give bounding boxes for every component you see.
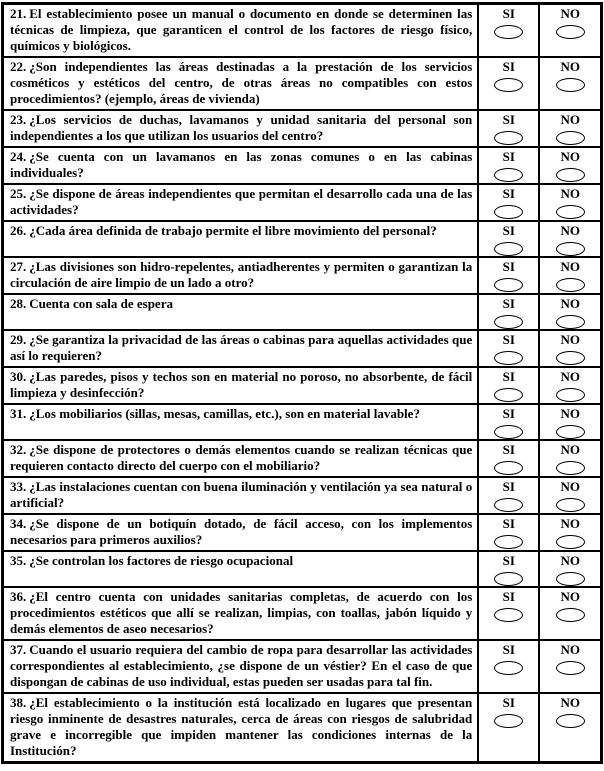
question-number: 23. bbox=[10, 112, 27, 127]
no-checkbox[interactable] bbox=[556, 278, 585, 292]
question-text: ¿El centro cuenta con unidades sanitarias completas, de acuerdo con los procedimientos estéticos que allí se realizan, limpias, con toallas, jabón líquido y demás elementos de aseo necesarios? bbox=[10, 589, 473, 636]
si-checkbox[interactable] bbox=[494, 425, 523, 439]
si-cell bbox=[478, 221, 539, 257]
question-cell bbox=[3, 184, 479, 221]
table-row bbox=[3, 367, 602, 404]
si-label: SI bbox=[502, 442, 515, 457]
no-label: NO bbox=[560, 589, 580, 604]
si-checkbox[interactable] bbox=[494, 714, 523, 728]
table-row bbox=[3, 221, 602, 257]
si-cell bbox=[478, 477, 539, 514]
si-label: SI bbox=[502, 296, 515, 311]
question-text: ¿Los servicios de duchas, lavamanos y unidad sanitaria del personal son independientes a los que utilizan los usuarios del centro? bbox=[10, 112, 473, 143]
question-text: ¿El establecimiento o la institución está localizado en lugares que presentan riesgo inminente de desastres naturales, cerca de áreas con riesgos de salubridad grave e incorregible que impiden mantener las condiciones internas de la Institución? bbox=[10, 695, 473, 758]
question-number: 24. bbox=[10, 149, 27, 164]
si-label: SI bbox=[502, 406, 515, 421]
no-checkbox[interactable] bbox=[556, 168, 585, 182]
question-cell bbox=[3, 551, 479, 587]
no-cell bbox=[539, 110, 601, 147]
si-cell bbox=[478, 147, 539, 184]
si-cell bbox=[478, 404, 539, 440]
no-label: NO bbox=[560, 332, 580, 347]
si-cell bbox=[478, 330, 539, 367]
checklist-body bbox=[3, 4, 602, 763]
question-number: 36. bbox=[10, 589, 27, 604]
si-cell bbox=[478, 640, 539, 693]
question-text: ¿Se dispone de protectores o demás elementos cuando se realizan técnicas que requieren contacto directo del cuerpo con el mobiliario? bbox=[10, 442, 473, 473]
question-number: 32. bbox=[10, 442, 27, 457]
no-cell bbox=[539, 693, 601, 763]
question-cell bbox=[3, 514, 479, 551]
question-cell bbox=[3, 294, 479, 330]
no-checkbox[interactable] bbox=[556, 498, 585, 512]
no-cell bbox=[539, 404, 601, 440]
si-label: SI bbox=[502, 149, 515, 164]
table-row bbox=[3, 477, 602, 514]
question-cell bbox=[3, 477, 479, 514]
si-cell bbox=[478, 110, 539, 147]
si-cell bbox=[478, 294, 539, 330]
si-cell bbox=[478, 367, 539, 404]
question-cell bbox=[3, 330, 479, 367]
question-text: ¿Son independientes las áreas destinadas a la prestación de los servicios cosméticos y estéticos del centro, de otras áreas no compatibles con estos procedimientos? (ejemplo, áreas de vivienda) bbox=[10, 59, 473, 106]
si-label: SI bbox=[502, 6, 515, 21]
question-text: El establecimiento posee un manual o documento en donde se determinen las técnicas de limpieza, que garanticen el control de los factores de riesgo físico, químicos y biológicos. bbox=[10, 6, 473, 53]
question-number: 33. bbox=[10, 479, 27, 494]
no-checkbox[interactable] bbox=[556, 608, 585, 622]
no-checkbox[interactable] bbox=[556, 425, 585, 439]
no-label: NO bbox=[560, 642, 580, 657]
question-text: ¿Cada área definida de trabajo permite el libre movimiento del personal? bbox=[29, 223, 437, 238]
no-cell bbox=[539, 294, 601, 330]
si-checkbox[interactable] bbox=[494, 168, 523, 182]
question-text: ¿Se cuenta con un lavamanos en las zonas comunes o en las cabinas individuales? bbox=[10, 149, 473, 180]
checklist-table bbox=[1, 2, 603, 764]
no-label: NO bbox=[560, 112, 580, 127]
question-text: ¿Se dispone de áreas independientes que permitan el desarrollo cada una de las actividades? bbox=[10, 186, 473, 217]
question-number: 29. bbox=[10, 332, 27, 347]
no-checkbox[interactable] bbox=[556, 205, 585, 219]
si-label: SI bbox=[502, 479, 515, 494]
question-number: 37. bbox=[10, 642, 27, 657]
table-row bbox=[3, 330, 602, 367]
no-cell bbox=[539, 330, 601, 367]
no-checkbox[interactable] bbox=[556, 535, 585, 549]
no-label: NO bbox=[560, 553, 580, 568]
table-row bbox=[3, 440, 602, 477]
si-label: SI bbox=[502, 642, 515, 657]
no-label: NO bbox=[560, 186, 580, 201]
si-cell bbox=[478, 57, 539, 110]
no-checkbox[interactable] bbox=[556, 572, 585, 586]
question-text: ¿Se garantiza la privacidad de las áreas o cabinas para aquellas actividades que así lo requieren? bbox=[10, 332, 473, 363]
no-checkbox[interactable] bbox=[556, 388, 585, 402]
si-cell bbox=[478, 4, 539, 58]
question-cell bbox=[3, 367, 479, 404]
si-checkbox[interactable] bbox=[494, 78, 523, 92]
table-row bbox=[3, 57, 602, 110]
no-cell bbox=[539, 551, 601, 587]
question-cell bbox=[3, 57, 479, 110]
no-cell bbox=[539, 367, 601, 404]
question-number: 31. bbox=[10, 406, 27, 421]
no-cell bbox=[539, 184, 601, 221]
question-text: ¿Las paredes, pisos y techos son en material no poroso, no absorbente, de fácil limpieza y desinfección? bbox=[10, 369, 473, 400]
no-checkbox[interactable] bbox=[556, 25, 585, 39]
no-label: NO bbox=[560, 695, 580, 710]
si-label: SI bbox=[502, 59, 515, 74]
question-cell bbox=[3, 693, 479, 763]
table-row bbox=[3, 4, 602, 58]
no-label: NO bbox=[560, 259, 580, 274]
table-row bbox=[3, 693, 602, 763]
no-cell bbox=[539, 57, 601, 110]
question-text: ¿Los mobiliarios (sillas, mesas, camillas, etc.), son en material lavable? bbox=[29, 406, 420, 421]
table-row bbox=[3, 147, 602, 184]
si-label: SI bbox=[502, 589, 515, 604]
no-cell bbox=[539, 4, 601, 58]
no-label: NO bbox=[560, 6, 580, 21]
si-label: SI bbox=[502, 369, 515, 384]
no-cell bbox=[539, 147, 601, 184]
no-checkbox[interactable] bbox=[556, 78, 585, 92]
no-checkbox[interactable] bbox=[556, 131, 585, 145]
table-row bbox=[3, 184, 602, 221]
question-cell bbox=[3, 257, 479, 294]
table-row bbox=[3, 257, 602, 294]
no-checkbox[interactable] bbox=[556, 714, 585, 728]
si-checkbox[interactable] bbox=[494, 498, 523, 512]
no-label: NO bbox=[560, 296, 580, 311]
no-label: NO bbox=[560, 442, 580, 457]
no-checkbox[interactable] bbox=[556, 351, 585, 365]
question-cell bbox=[3, 640, 479, 693]
si-checkbox[interactable] bbox=[494, 572, 523, 586]
no-label: NO bbox=[560, 479, 580, 494]
si-checkbox[interactable] bbox=[494, 315, 523, 329]
question-text: Cuenta con sala de espera bbox=[29, 296, 173, 311]
question-text: ¿Se dispone de un botiquín dotado, de fácil acceso, con los implementos necesarios para primeros auxilios? bbox=[10, 516, 473, 547]
si-label: SI bbox=[502, 553, 515, 568]
si-cell bbox=[478, 184, 539, 221]
no-cell bbox=[539, 640, 601, 693]
si-label: SI bbox=[502, 112, 515, 127]
si-cell bbox=[478, 514, 539, 551]
no-cell bbox=[539, 477, 601, 514]
si-cell bbox=[478, 693, 539, 763]
si-cell bbox=[478, 551, 539, 587]
si-checkbox[interactable] bbox=[494, 242, 523, 256]
question-cell bbox=[3, 440, 479, 477]
si-checkbox[interactable] bbox=[494, 205, 523, 219]
si-checkbox[interactable] bbox=[494, 461, 523, 475]
no-label: NO bbox=[560, 369, 580, 384]
si-cell bbox=[478, 440, 539, 477]
question-number: 25. bbox=[10, 186, 27, 201]
si-label: SI bbox=[502, 516, 515, 531]
table-row bbox=[3, 551, 602, 587]
table-row bbox=[3, 587, 602, 640]
no-label: NO bbox=[560, 59, 580, 74]
no-label: NO bbox=[560, 406, 580, 421]
no-checkbox[interactable] bbox=[556, 242, 585, 256]
question-number: 34. bbox=[10, 516, 27, 531]
question-number: 27. bbox=[10, 259, 27, 274]
si-checkbox[interactable] bbox=[494, 661, 523, 675]
si-checkbox[interactable] bbox=[494, 535, 523, 549]
si-label: SI bbox=[502, 695, 515, 710]
no-cell bbox=[539, 257, 601, 294]
question-number: 22. bbox=[10, 59, 27, 74]
table-row bbox=[3, 110, 602, 147]
si-label: SI bbox=[502, 332, 515, 347]
si-checkbox[interactable] bbox=[494, 351, 523, 365]
si-checkbox[interactable] bbox=[494, 131, 523, 145]
no-cell bbox=[539, 514, 601, 551]
no-cell bbox=[539, 440, 601, 477]
no-label: NO bbox=[560, 149, 580, 164]
question-text: ¿Las divisiones son hidro-repelentes, antiadherentes y permiten o garantizan la circulación de aire limpio de un lado a otro? bbox=[10, 259, 473, 290]
question-cell bbox=[3, 4, 479, 58]
no-cell bbox=[539, 587, 601, 640]
si-checkbox[interactable] bbox=[494, 608, 523, 622]
question-cell bbox=[3, 587, 479, 640]
si-label: SI bbox=[502, 259, 515, 274]
table-row bbox=[3, 514, 602, 551]
si-label: SI bbox=[502, 186, 515, 201]
table-row bbox=[3, 404, 602, 440]
no-label: NO bbox=[560, 516, 580, 531]
question-number: 38. bbox=[10, 695, 27, 710]
question-number: 21. bbox=[10, 6, 27, 21]
question-number: 28. bbox=[10, 296, 27, 311]
table-row bbox=[3, 294, 602, 330]
no-checkbox[interactable] bbox=[556, 315, 585, 329]
si-cell bbox=[478, 257, 539, 294]
no-checkbox[interactable] bbox=[556, 661, 585, 675]
si-cell bbox=[478, 587, 539, 640]
question-cell bbox=[3, 221, 479, 257]
si-label: SI bbox=[502, 223, 515, 238]
question-text: Cuando el usuario requiera del cambio de ropa para desarrollar las actividades correspondientes al establecimiento, ¿se dispone de un véstier? En el caso de que dispongan de cabinas de uso individual, estas pueden ser usadas para tal fin. bbox=[10, 642, 473, 689]
no-cell bbox=[539, 221, 601, 257]
question-cell bbox=[3, 147, 479, 184]
si-checkbox[interactable] bbox=[494, 278, 523, 292]
question-number: 26. bbox=[10, 223, 27, 238]
question-number: 30. bbox=[10, 369, 27, 384]
question-text: ¿Las instalaciones cuentan con buena iluminación y ventilación ya sea natural o artificial? bbox=[10, 479, 473, 510]
si-checkbox[interactable] bbox=[494, 25, 523, 39]
question-number: 35. bbox=[10, 553, 27, 568]
table-row bbox=[3, 640, 602, 693]
question-text: ¿Se controlan los factores de riesgo ocupacional bbox=[29, 553, 294, 568]
si-checkbox[interactable] bbox=[494, 388, 523, 402]
no-label: NO bbox=[560, 223, 580, 238]
no-checkbox[interactable] bbox=[556, 461, 585, 475]
question-cell bbox=[3, 110, 479, 147]
question-cell bbox=[3, 404, 479, 440]
